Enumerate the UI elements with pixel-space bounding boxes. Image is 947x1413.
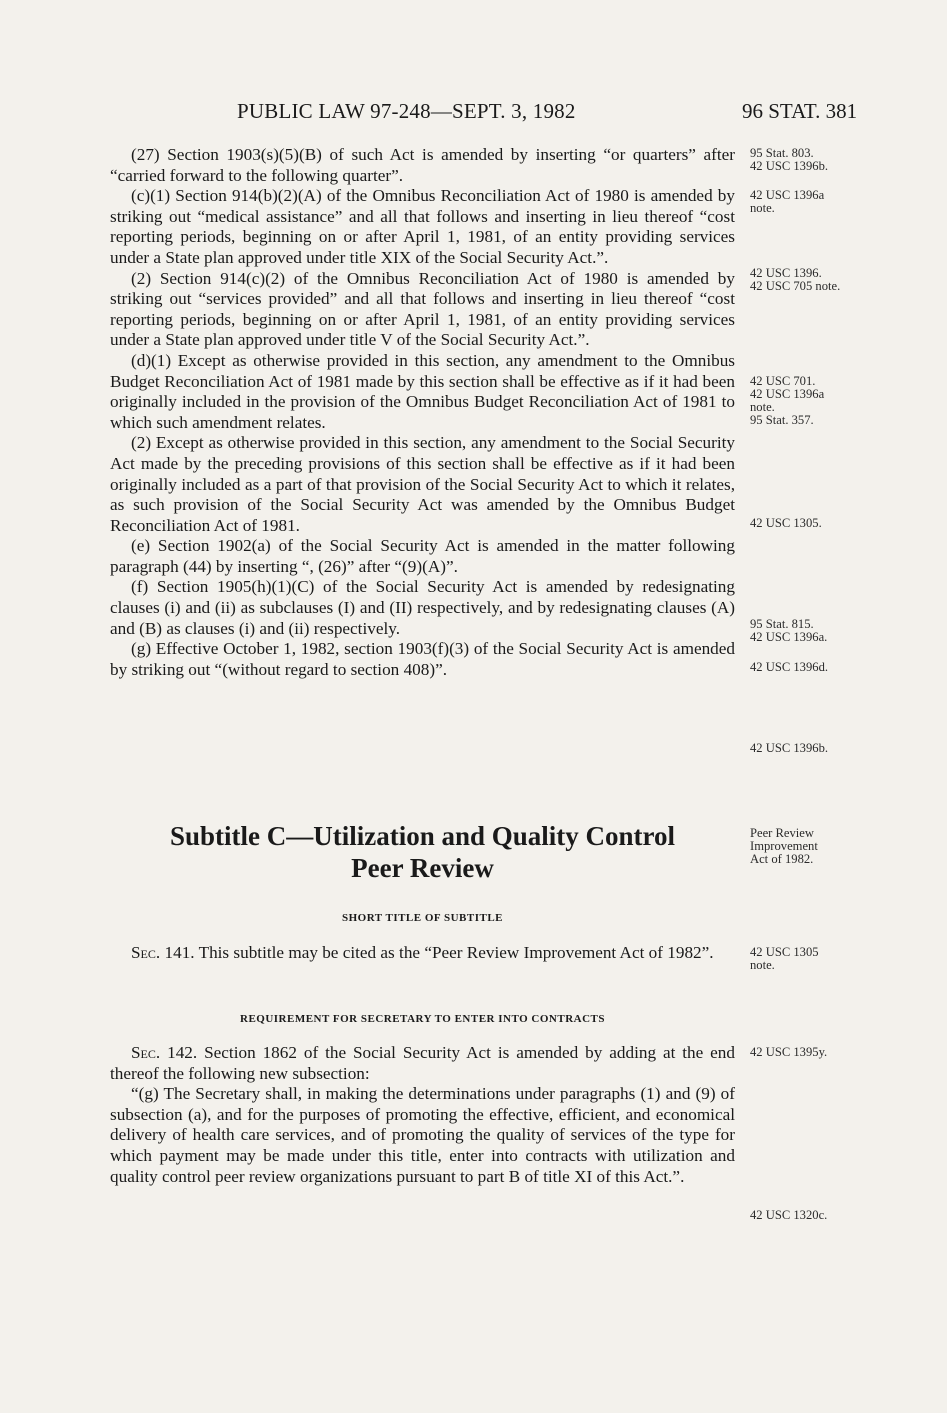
- sidenote-3: 42 USC 1396. 42 USC 705 note.: [750, 266, 841, 293]
- subtitle-line-2: Peer Review: [351, 853, 494, 883]
- paragraph-27: (27) Section 1903(s)(5)(B) of such Act is amended by inserting “or quarters” after “carried forward to the following quarter”.: [110, 145, 735, 185]
- sidenote-2: 42 USC 1396a note.: [750, 188, 825, 215]
- section-142: [110, 1043, 735, 1187]
- paragraph-e: (e) Section 1902(a) of the Social Security Act is amended in the matter following paragraph (44) by inserting “, (26)” after “(9)(A)”.: [110, 536, 735, 576]
- sec-142-label: Sec.: [131, 1043, 161, 1062]
- body-text-top: [110, 145, 735, 680]
- page-header-stat: 96 STAT. 381: [742, 99, 858, 123]
- short-title-heading: SHORT TITLE OF SUBTITLE: [342, 912, 503, 924]
- sec-142-quote: “(g) The Secretary shall, in making the determinations under paragraphs (1) and (9) of subsection (a), and for the purposes of promoting the effective, efficient, and economical delivery of health care services, and of promoting the quality of services of the type for which payment may be made under this title, enter into contracts with utilization and quality control peer review organizations pursuant to part B of title XI of this Act.”.: [110, 1084, 735, 1186]
- sidenote-11: 42 USC 1395y.: [750, 1045, 828, 1059]
- sidenote-6: 95 Stat. 815. 42 USC 1396a.: [750, 617, 828, 644]
- sidenote-5: 42 USC 1305.: [750, 516, 822, 530]
- sidenote-9: Peer Review Improvement Act of 1982.: [750, 826, 818, 866]
- paragraph-c1: (c)(1) Section 914(b)(2)(A) of the Omnibus Reconciliation Act of 1980 is amended by striking out “medical assistance” and all that follows and inserting in lieu thereof “cost reporting periods, beginning on or after April 1, 1981, of an entity providing services under a State plan approved under title XIX of the Social Security Act.”.: [110, 186, 735, 267]
- page-header-title: PUBLIC LAW 97-248—SEPT. 3, 1982: [237, 99, 576, 123]
- paragraph-g: (g) Effective October 1, 1982, section 1903(f)(3) of the Social Security Act is amended by striking out “(without regard to section 408)”.: [110, 639, 735, 679]
- subtitle-line-1: Subtitle C—Utilization and Quality Control: [169, 821, 676, 851]
- sec-142-text: 142. Section 1862 of the Social Security Act is amended by adding at the end thereof the following new subsection:: [110, 1043, 735, 1083]
- paragraph-d1: (d)(1) Except as otherwise provided in this section, any amendment to the Omnibus Budget Reconciliation Act of 1981 made by this section shall be effective as if it had been originally included in the provision of the Omnibus Budget Reconciliation Act of 1981 to which such amendment relates.: [110, 350, 735, 432]
- sidenote-7: 42 USC 1396d.: [750, 660, 829, 674]
- sidenote-12: 42 USC 1320c.: [750, 1208, 828, 1222]
- section-141: [110, 943, 735, 964]
- sidenote-4: 42 USC 701. 42 USC 1396a note. 95 Stat. 357.: [750, 374, 825, 427]
- sidenote-10: 42 USC 1305 note.: [750, 945, 819, 972]
- paragraph-f: (f) Section 1905(h)(1)(C) of the Social Security Act is amended by redesignating clauses (i) and (ii) as subclauses (I) and (II) respectively, and by redesignating clauses (A) and (B) as clauses (i) and (ii) respectively.: [110, 577, 735, 638]
- sec-141-label: Sec.: [131, 943, 161, 962]
- paragraph-d2: (2) Except as otherwise provided in this section, any amendment to the Social Security Act made by the preceding provisions of this section shall be effective as if it had been originally included as a part of that provision of the Social Security Act to which it relates, as such provision of the Social Security Act was amended by the Omnibus Budget Reconciliation Act of 1981.: [110, 433, 735, 535]
- sidenote-8: 42 USC 1396b.: [750, 741, 829, 755]
- paragraph-c2: (2) Section 914(c)(2) of the Omnibus Reconciliation Act of 1980 is amended by striking out “services provided” and all that follows and inserting in lieu thereof “cost reporting periods, beginning on or after April 1, 1981, of an entity providing services under a State plan approved under title V of the Social Security Act.”.: [110, 268, 735, 350]
- sidenote-1: 95 Stat. 803. 42 USC 1396b.: [750, 146, 829, 173]
- sec-141-text: 141. This subtitle may be cited as the “Peer Review Improvement Act of 1982”.: [160, 943, 714, 962]
- subtitle-heading: [110, 820, 735, 884]
- requirement-heading: REQUIREMENT FOR SECRETARY TO ENTER INTO CONTRACTS: [240, 1013, 605, 1025]
